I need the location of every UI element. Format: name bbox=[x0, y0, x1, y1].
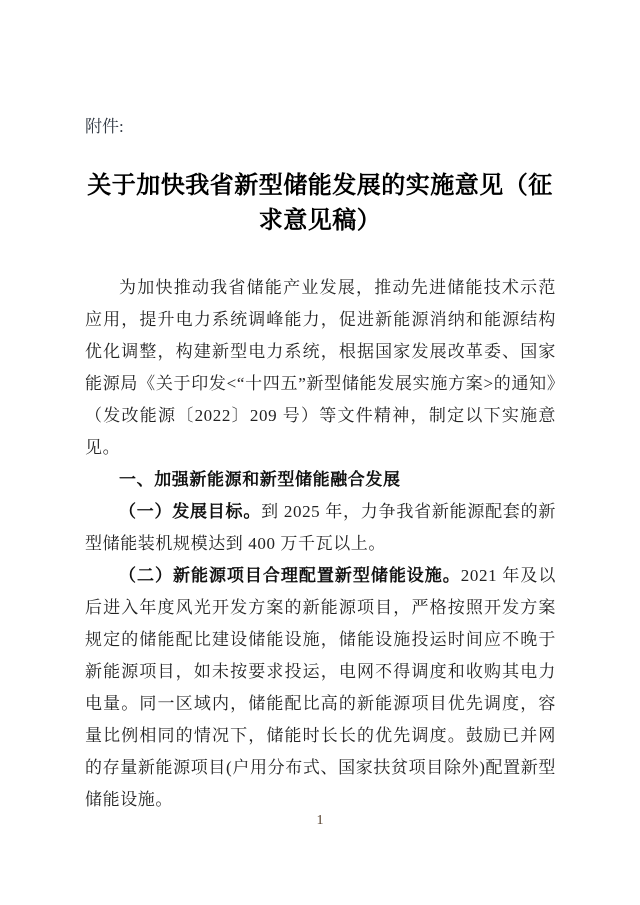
paragraph-lead: （二）新能源项目合理配置新型储能设施。 bbox=[119, 566, 461, 585]
page-number: 1 bbox=[316, 813, 324, 828]
document-body bbox=[85, 272, 556, 816]
paragraph-text: 为加快推动我省储能产业发展，推动先进储能技术示范应用，提升电力系统调峰能力，促进新能源消纳和能源结构优化调整，构建新型电力系统，根据国家发展改革委、国家能源局《关于印发<“十四五”新型储能发展实施方案>的通知》（发改能源〔2022〕209 号）等文件精神，制定以下实施意见。 bbox=[85, 278, 556, 457]
paragraph-intro bbox=[85, 272, 556, 464]
paragraph-text: 2021 年及以后进入年度风光开发方案的新能源项目，严格按照开发方案规定的储能配比建设储能设施，储能设施投运时间应不晚于新能源项目，如未按要求投运，电网不得调度和收购其电力电量。同一区域内，储能配比高的新能源项目优先调度，容量比例相同的情况下，储能时长长的优先调度。鼓励已并网的存量新能源项目(户用分布式、国家扶贫项目除外)配置新型储能设施。 bbox=[85, 566, 556, 809]
paragraph-lead: （一）发展目标。 bbox=[119, 502, 262, 521]
paragraph-development-goal bbox=[85, 496, 556, 560]
paragraph-storage-config bbox=[85, 560, 556, 816]
section-heading-1: 一、加强新能源和新型储能融合发展 bbox=[119, 470, 401, 489]
attachment-label: 附件: bbox=[85, 117, 124, 136]
document-title: 关于加快我省新型储能发展的实施意见（征求意见稿） bbox=[87, 173, 553, 234]
paragraph-text: 到 2025 年，力争我省新能源配套的新型储能装机规模达到 400 万千瓦以上。 bbox=[85, 502, 556, 553]
